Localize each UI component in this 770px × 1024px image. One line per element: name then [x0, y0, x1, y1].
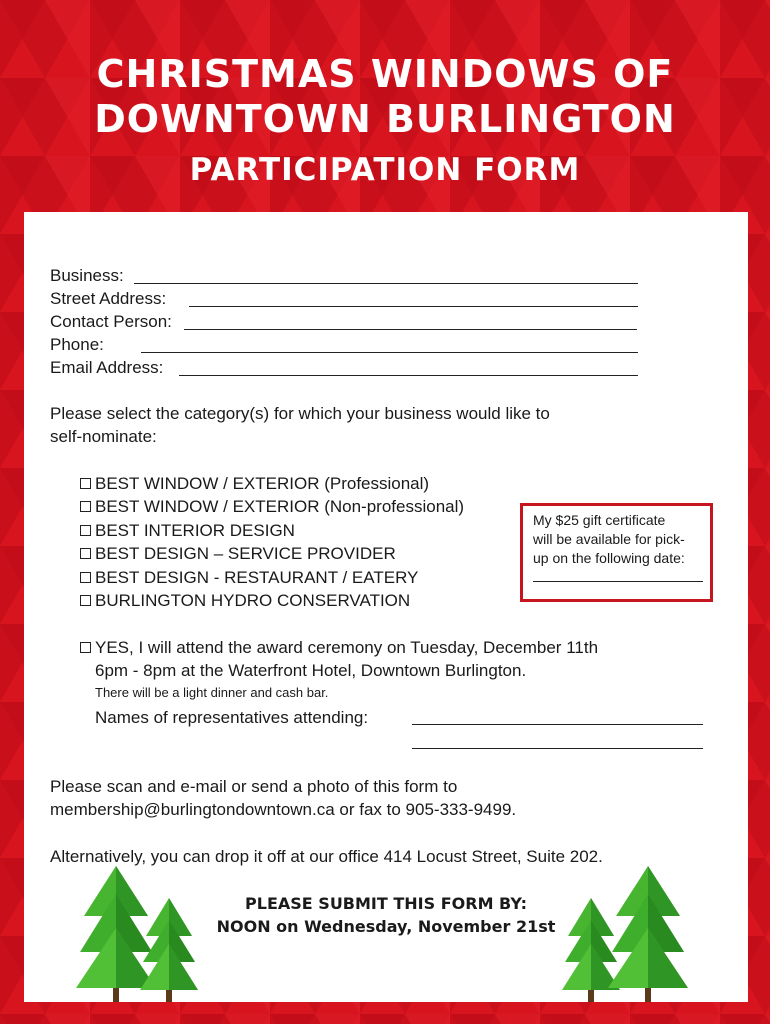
ceremony-checkbox[interactable]: [80, 642, 91, 653]
pickup-date-field[interactable]: [533, 581, 703, 582]
category-label: BEST DESIGN – SERVICE PROVIDER: [95, 544, 396, 563]
category-label: BEST INTERIOR DESIGN: [95, 521, 295, 540]
representatives-field-2[interactable]: [412, 748, 703, 749]
street-address-field[interactable]: [189, 306, 638, 307]
gift-box-line2: will be available for pick-: [533, 531, 685, 547]
category-checkbox[interactable]: [80, 501, 91, 512]
email-address-label: Email Address:: [50, 358, 164, 377]
christmas-tree-icon: [140, 898, 198, 1002]
contact-person-field[interactable]: [184, 329, 637, 330]
category-label: BEST DESIGN - RESTAURANT / EATERY: [95, 568, 419, 587]
representatives-field-1[interactable]: [412, 724, 703, 725]
ceremony-line1: YES, I will attend the award ceremony on Tuesday, December 11th: [95, 638, 599, 657]
christmas-tree-icon: [608, 866, 688, 1002]
business-field[interactable]: [134, 283, 638, 284]
category-label: BURLINGTON HYDRO CONSERVATION: [95, 591, 411, 610]
phone-field[interactable]: [141, 352, 638, 353]
instructions-line1: Please scan and e-mail or send a photo of this form to: [50, 777, 458, 796]
gift-box-line1: My $25 gift certificate: [533, 512, 666, 528]
category-prompt-line2: self-nominate:: [50, 427, 157, 446]
title-line-1: CHRISTMAS WINDOWS OF: [96, 52, 674, 96]
gift-box-line3: up on the following date:: [533, 550, 685, 566]
category-checkbox[interactable]: [80, 525, 91, 536]
title-line-2: DOWNTOWN BURLINGTON: [94, 97, 676, 141]
category-checkbox[interactable]: [80, 548, 91, 559]
contact-person-label: Contact Person:: [50, 312, 172, 331]
instructions-line3: Alternatively, you can drop it off at our office 414 Locust Street, Suite 202.: [50, 847, 603, 866]
phone-label: Phone:: [50, 335, 104, 354]
deadline-line1: PLEASE SUBMIT THIS FORM BY:: [245, 894, 527, 913]
ceremony-note: There will be a light dinner and cash bar.: [95, 685, 329, 700]
instructions-line2: membership@burlingtondowntown.ca or fax to 905-333-9499.: [50, 800, 517, 819]
business-label: Business:: [50, 266, 124, 285]
deadline-line2: NOON on Wednesday, November 21st: [216, 917, 556, 936]
form-subtitle: PARTICIPATION FORM: [189, 152, 581, 188]
category-prompt-line1: Please select the category(s) for which your business would like to: [50, 404, 550, 423]
ceremony-line2: 6pm - 8pm at the Waterfront Hotel, Downtown Burlington.: [95, 661, 527, 680]
category-checkbox[interactable]: [80, 572, 91, 583]
category-label: BEST WINDOW / EXTERIOR (Professional): [95, 474, 430, 493]
representatives-label: Names of representatives attending:: [95, 708, 369, 727]
category-label: BEST WINDOW / EXTERIOR (Non-professional): [95, 497, 465, 516]
category-checkbox[interactable]: [80, 478, 91, 489]
category-checkbox[interactable]: [80, 595, 91, 606]
street-address-label: Street Address:: [50, 289, 167, 308]
gift-certificate-box: [520, 503, 713, 602]
email-address-field[interactable]: [179, 375, 638, 376]
